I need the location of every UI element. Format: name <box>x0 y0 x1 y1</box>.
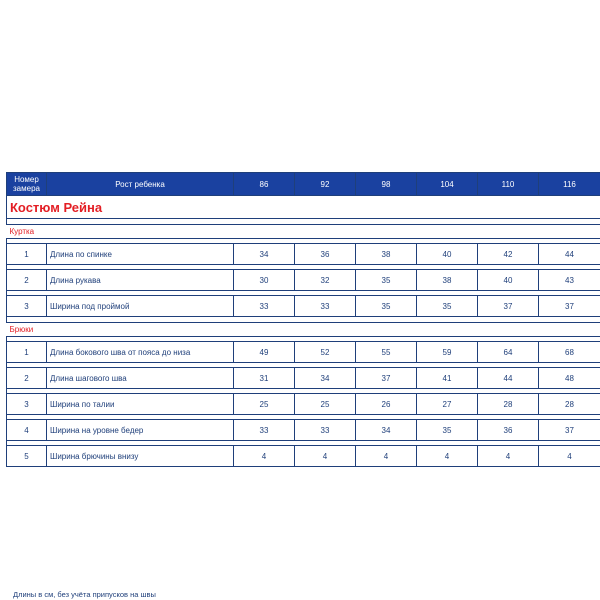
row-number: 2 <box>7 270 47 291</box>
table-row <box>7 394 600 415</box>
measurement-value: 38 <box>417 270 478 291</box>
measurement-value: 4 <box>295 446 356 467</box>
section-header-row <box>7 323 600 337</box>
row-number: 1 <box>7 244 47 265</box>
measurement-value: 59 <box>417 342 478 363</box>
height-header: Рост ребенка <box>47 173 234 196</box>
measurement-value: 40 <box>417 244 478 265</box>
size-header: 104 <box>417 173 478 196</box>
measurement-value: 4 <box>234 446 295 467</box>
measurement-value: 48 <box>539 368 600 389</box>
size-header: 110 <box>478 173 539 196</box>
measurement-value: 37 <box>478 296 539 317</box>
measurement-value: 41 <box>417 368 478 389</box>
measurement-value: 35 <box>356 270 417 291</box>
measurement-value: 64 <box>478 342 539 363</box>
measurement-value: 49 <box>234 342 295 363</box>
measurement-value: 35 <box>356 296 417 317</box>
measurement-value: 38 <box>356 244 417 265</box>
table-row <box>7 368 600 389</box>
measurement-label: Длина бокового шва от пояса до низа <box>47 342 234 363</box>
header-row <box>7 173 600 196</box>
measurement-value: 35 <box>417 420 478 441</box>
measurement-value: 34 <box>356 420 417 441</box>
measurement-value: 33 <box>295 420 356 441</box>
table-row <box>7 446 600 467</box>
measurement-label: Ширина брючины внизу <box>47 446 234 467</box>
measurement-value: 42 <box>478 244 539 265</box>
size-chart <box>6 172 600 599</box>
measurement-value: 43 <box>539 270 600 291</box>
row-number: 1 <box>7 342 47 363</box>
measurement-value: 33 <box>234 296 295 317</box>
size-header: 116 <box>539 173 600 196</box>
section-title: Брюки <box>7 323 600 337</box>
measurement-value: 30 <box>234 270 295 291</box>
measurement-value: 35 <box>417 296 478 317</box>
measurement-label: Длина по спинке <box>47 244 234 265</box>
page-title: Костюм Рейна <box>7 196 600 219</box>
measurement-value: 25 <box>234 394 295 415</box>
table-row <box>7 270 600 291</box>
measurement-label: Длина шагового шва <box>47 368 234 389</box>
measurement-value: 4 <box>539 446 600 467</box>
measurement-value: 44 <box>539 244 600 265</box>
table-row <box>7 244 600 265</box>
measurement-label: Ширина на уровне бедер <box>47 420 234 441</box>
measurement-value: 68 <box>539 342 600 363</box>
measurement-value: 4 <box>356 446 417 467</box>
measurement-value: 27 <box>417 394 478 415</box>
measurement-value: 34 <box>295 368 356 389</box>
measurement-value: 4 <box>417 446 478 467</box>
measurement-label: Ширина по талии <box>47 394 234 415</box>
measurement-value: 26 <box>356 394 417 415</box>
row-number: 2 <box>7 368 47 389</box>
row-number: 3 <box>7 296 47 317</box>
table-row <box>7 296 600 317</box>
table-row <box>7 342 600 363</box>
measurement-value: 28 <box>539 394 600 415</box>
measurement-value: 33 <box>295 296 356 317</box>
size-table <box>6 172 600 467</box>
measurement-label: Длина рукава <box>47 270 234 291</box>
number-header: Номер замера <box>7 173 47 196</box>
row-number: 4 <box>7 420 47 441</box>
measurement-value: 55 <box>356 342 417 363</box>
row-number: 3 <box>7 394 47 415</box>
measurement-value: 40 <box>478 270 539 291</box>
section-header-row <box>7 225 600 239</box>
measurement-value: 37 <box>539 420 600 441</box>
measurement-value: 37 <box>539 296 600 317</box>
measurement-value: 32 <box>295 270 356 291</box>
size-header: 98 <box>356 173 417 196</box>
measurement-value: 36 <box>478 420 539 441</box>
section-title: Куртка <box>7 225 600 239</box>
measurement-value: 28 <box>478 394 539 415</box>
footnote: Длины в см, без учёта припусков на швы <box>13 590 156 599</box>
measurement-label: Ширина под проймой <box>47 296 234 317</box>
measurement-value: 33 <box>234 420 295 441</box>
measurement-value: 4 <box>478 446 539 467</box>
table-row <box>7 420 600 441</box>
measurement-value: 34 <box>234 244 295 265</box>
measurement-value: 37 <box>356 368 417 389</box>
measurement-value: 31 <box>234 368 295 389</box>
measurement-value: 52 <box>295 342 356 363</box>
measurement-value: 44 <box>478 368 539 389</box>
row-number: 5 <box>7 446 47 467</box>
measurement-value: 25 <box>295 394 356 415</box>
measurement-value: 36 <box>295 244 356 265</box>
size-header: 92 <box>295 173 356 196</box>
size-header: 86 <box>234 173 295 196</box>
title-row <box>7 196 600 219</box>
